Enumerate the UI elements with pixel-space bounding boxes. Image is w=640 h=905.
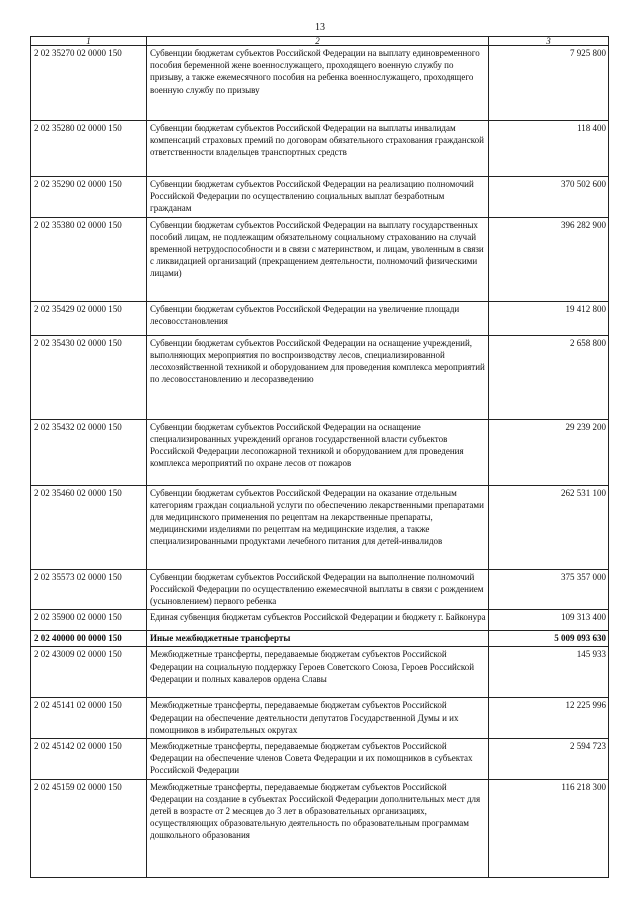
row-amount: 145 933: [489, 647, 609, 698]
row-name: Межбюджетные трансферты, передаваемые бюджетам субъектов Российской Федерации на обеспечение членов Совета Федерации и их помощников в субъектах Российской Федерации: [147, 739, 489, 780]
row-name: Субвенции бюджетам субъектов Российской Федерации на выплату государственных пособий лицам, не подлежащим обязательному социальному страхованию на случай временной нетрудоспособности и в связи с материнством, и лицам, уволенным в связи с ликвидацией организаций (прекращением деятельности, полномочий физическими лицами): [147, 217, 489, 301]
table-row: [31, 647, 609, 698]
row-amount: 116 218 300: [489, 779, 609, 877]
row-code: 2 02 40000 00 0000 150: [31, 631, 147, 647]
table-row: [31, 485, 609, 569]
row-code: 2 02 45159 02 0000 150: [31, 779, 147, 877]
row-name: Субвенции бюджетам субъектов Российской Федерации на реализацию полномочий Российской Федерации по осуществлению социальных выплат безработным гражданам: [147, 177, 489, 218]
table-row: [31, 335, 609, 419]
table-row: [31, 217, 609, 301]
row-name: Субвенции бюджетам субъектов Российской Федерации на выплату единовременного пособия беременной жене военнослужащего, проходящего военную службу по призыву, а также ежемесячного пособия на ребенка военнослужащего, проходящего военную службу по призыву: [147, 46, 489, 121]
column-header-amount: 3: [489, 37, 609, 46]
table-row: [31, 46, 609, 121]
row-name: Субвенции бюджетам субъектов Российской Федерации на оснащение учреждений, выполняющих мероприятия по воспроизводству лесов, специализированной лесохозяйственной техникой и оборудованием для проведения комплекса мероприятий по лесовосстановлению и лесоразведению: [147, 335, 489, 419]
table-row: [31, 779, 609, 877]
row-code: 2 02 35432 02 0000 150: [31, 419, 147, 485]
row-code: 2 02 35380 02 0000 150: [31, 217, 147, 301]
row-name: Межбюджетные трансферты, передаваемые бюджетам субъектов Российской Федерации на социальную поддержку Героев Советского Союза, Героев Российской Федерации и полных кавалеров ордена Славы: [147, 647, 489, 698]
row-amount: 7 925 800: [489, 46, 609, 121]
row-code: 2 02 45141 02 0000 150: [31, 698, 147, 739]
row-name: Субвенции бюджетам субъектов Российской Федерации на увеличение площади лесовосстановления: [147, 301, 489, 335]
row-code: 2 02 35429 02 0000 150: [31, 301, 147, 335]
row-amount: 29 239 200: [489, 419, 609, 485]
row-name: Субвенции бюджетам субъектов Российской Федерации на выполнение полномочий Российской Федерации по осуществлению ежемесячной выплаты в связи с рождением (усыновлением) первого ребенка: [147, 569, 489, 610]
row-amount: 375 357 000: [489, 569, 609, 610]
row-code: 2 02 35270 02 0000 150: [31, 46, 147, 121]
table-row: [31, 739, 609, 780]
row-name: Единая субвенция бюджетам субъектов Российской Федерации и бюджету г. Байконура: [147, 610, 489, 631]
row-code: 2 02 43009 02 0000 150: [31, 647, 147, 698]
row-amount: 118 400: [489, 121, 609, 177]
page-number: 13: [315, 22, 325, 33]
table-row: [31, 631, 609, 647]
row-name: Субвенции бюджетам субъектов Российской Федерации на выплаты инвалидам компенсаций страховых премий по договорам обязательного страхования гражданской ответственности владельцев транспортных средств: [147, 121, 489, 177]
row-code: 2 02 35430 02 0000 150: [31, 335, 147, 419]
table-row: [31, 610, 609, 631]
row-name: Иные межбюджетные трансферты: [147, 631, 489, 647]
table-row: [31, 419, 609, 485]
row-code: 2 02 35290 02 0000 150: [31, 177, 147, 218]
row-code: 2 02 35280 02 0000 150: [31, 121, 147, 177]
row-amount: 12 225 996: [489, 698, 609, 739]
table-header-row: [31, 37, 609, 46]
row-amount: 2 594 723: [489, 739, 609, 780]
row-name: Субвенции бюджетам субъектов Российской Федерации на оснащение специализированных учреждений органов государственной власти субъектов Российской Федерации лесопожарной техникой и оборудованием для проведения комплекса мероприятий по охране лесов от пожаров: [147, 419, 489, 485]
row-amount: 5 009 093 630: [489, 631, 609, 647]
column-header-name: 2: [147, 37, 489, 46]
table-row: [31, 698, 609, 739]
row-amount: 370 502 600: [489, 177, 609, 218]
row-amount: 109 313 400: [489, 610, 609, 631]
row-code: 2 02 45142 02 0000 150: [31, 739, 147, 780]
budget-table: [30, 36, 609, 878]
row-amount: 396 282 900: [489, 217, 609, 301]
row-amount: 19 412 800: [489, 301, 609, 335]
column-header-code: 1: [31, 37, 147, 46]
row-amount: 262 531 100: [489, 485, 609, 569]
row-name: Субвенции бюджетам субъектов Российской Федерации на оказание отдельным категориям граждан социальной услуги по обеспечению лекарственными препаратами для медицинского применения по рецептам на лекарственные препараты, медицинскими изделиями по рецептам на медицинские изделия, а также специализированными продуктами лечебного питания для детей-инвалидов: [147, 485, 489, 569]
row-name: Межбюджетные трансферты, передаваемые бюджетам субъектов Российской Федерации на обеспечение деятельности депутатов Государственной Думы и их помощников в избирательных округах: [147, 698, 489, 739]
row-code: 2 02 35573 02 0000 150: [31, 569, 147, 610]
row-code: 2 02 35900 02 0000 150: [31, 610, 147, 631]
table-row: [31, 177, 609, 218]
table-row: [31, 301, 609, 335]
table-row: [31, 569, 609, 610]
row-amount: 2 658 800: [489, 335, 609, 419]
table-row: [31, 121, 609, 177]
row-name: Межбюджетные трансферты, передаваемые бюджетам субъектов Российской Федерации на создание в субъектах Российской Федерации дополнительных мест для детей в возрасте от 2 месяцев до 3 лет в образовательных организациях, осуществляющих образовательную деятельность по образовательным программам дошкольного образования: [147, 779, 489, 877]
row-code: 2 02 35460 02 0000 150: [31, 485, 147, 569]
